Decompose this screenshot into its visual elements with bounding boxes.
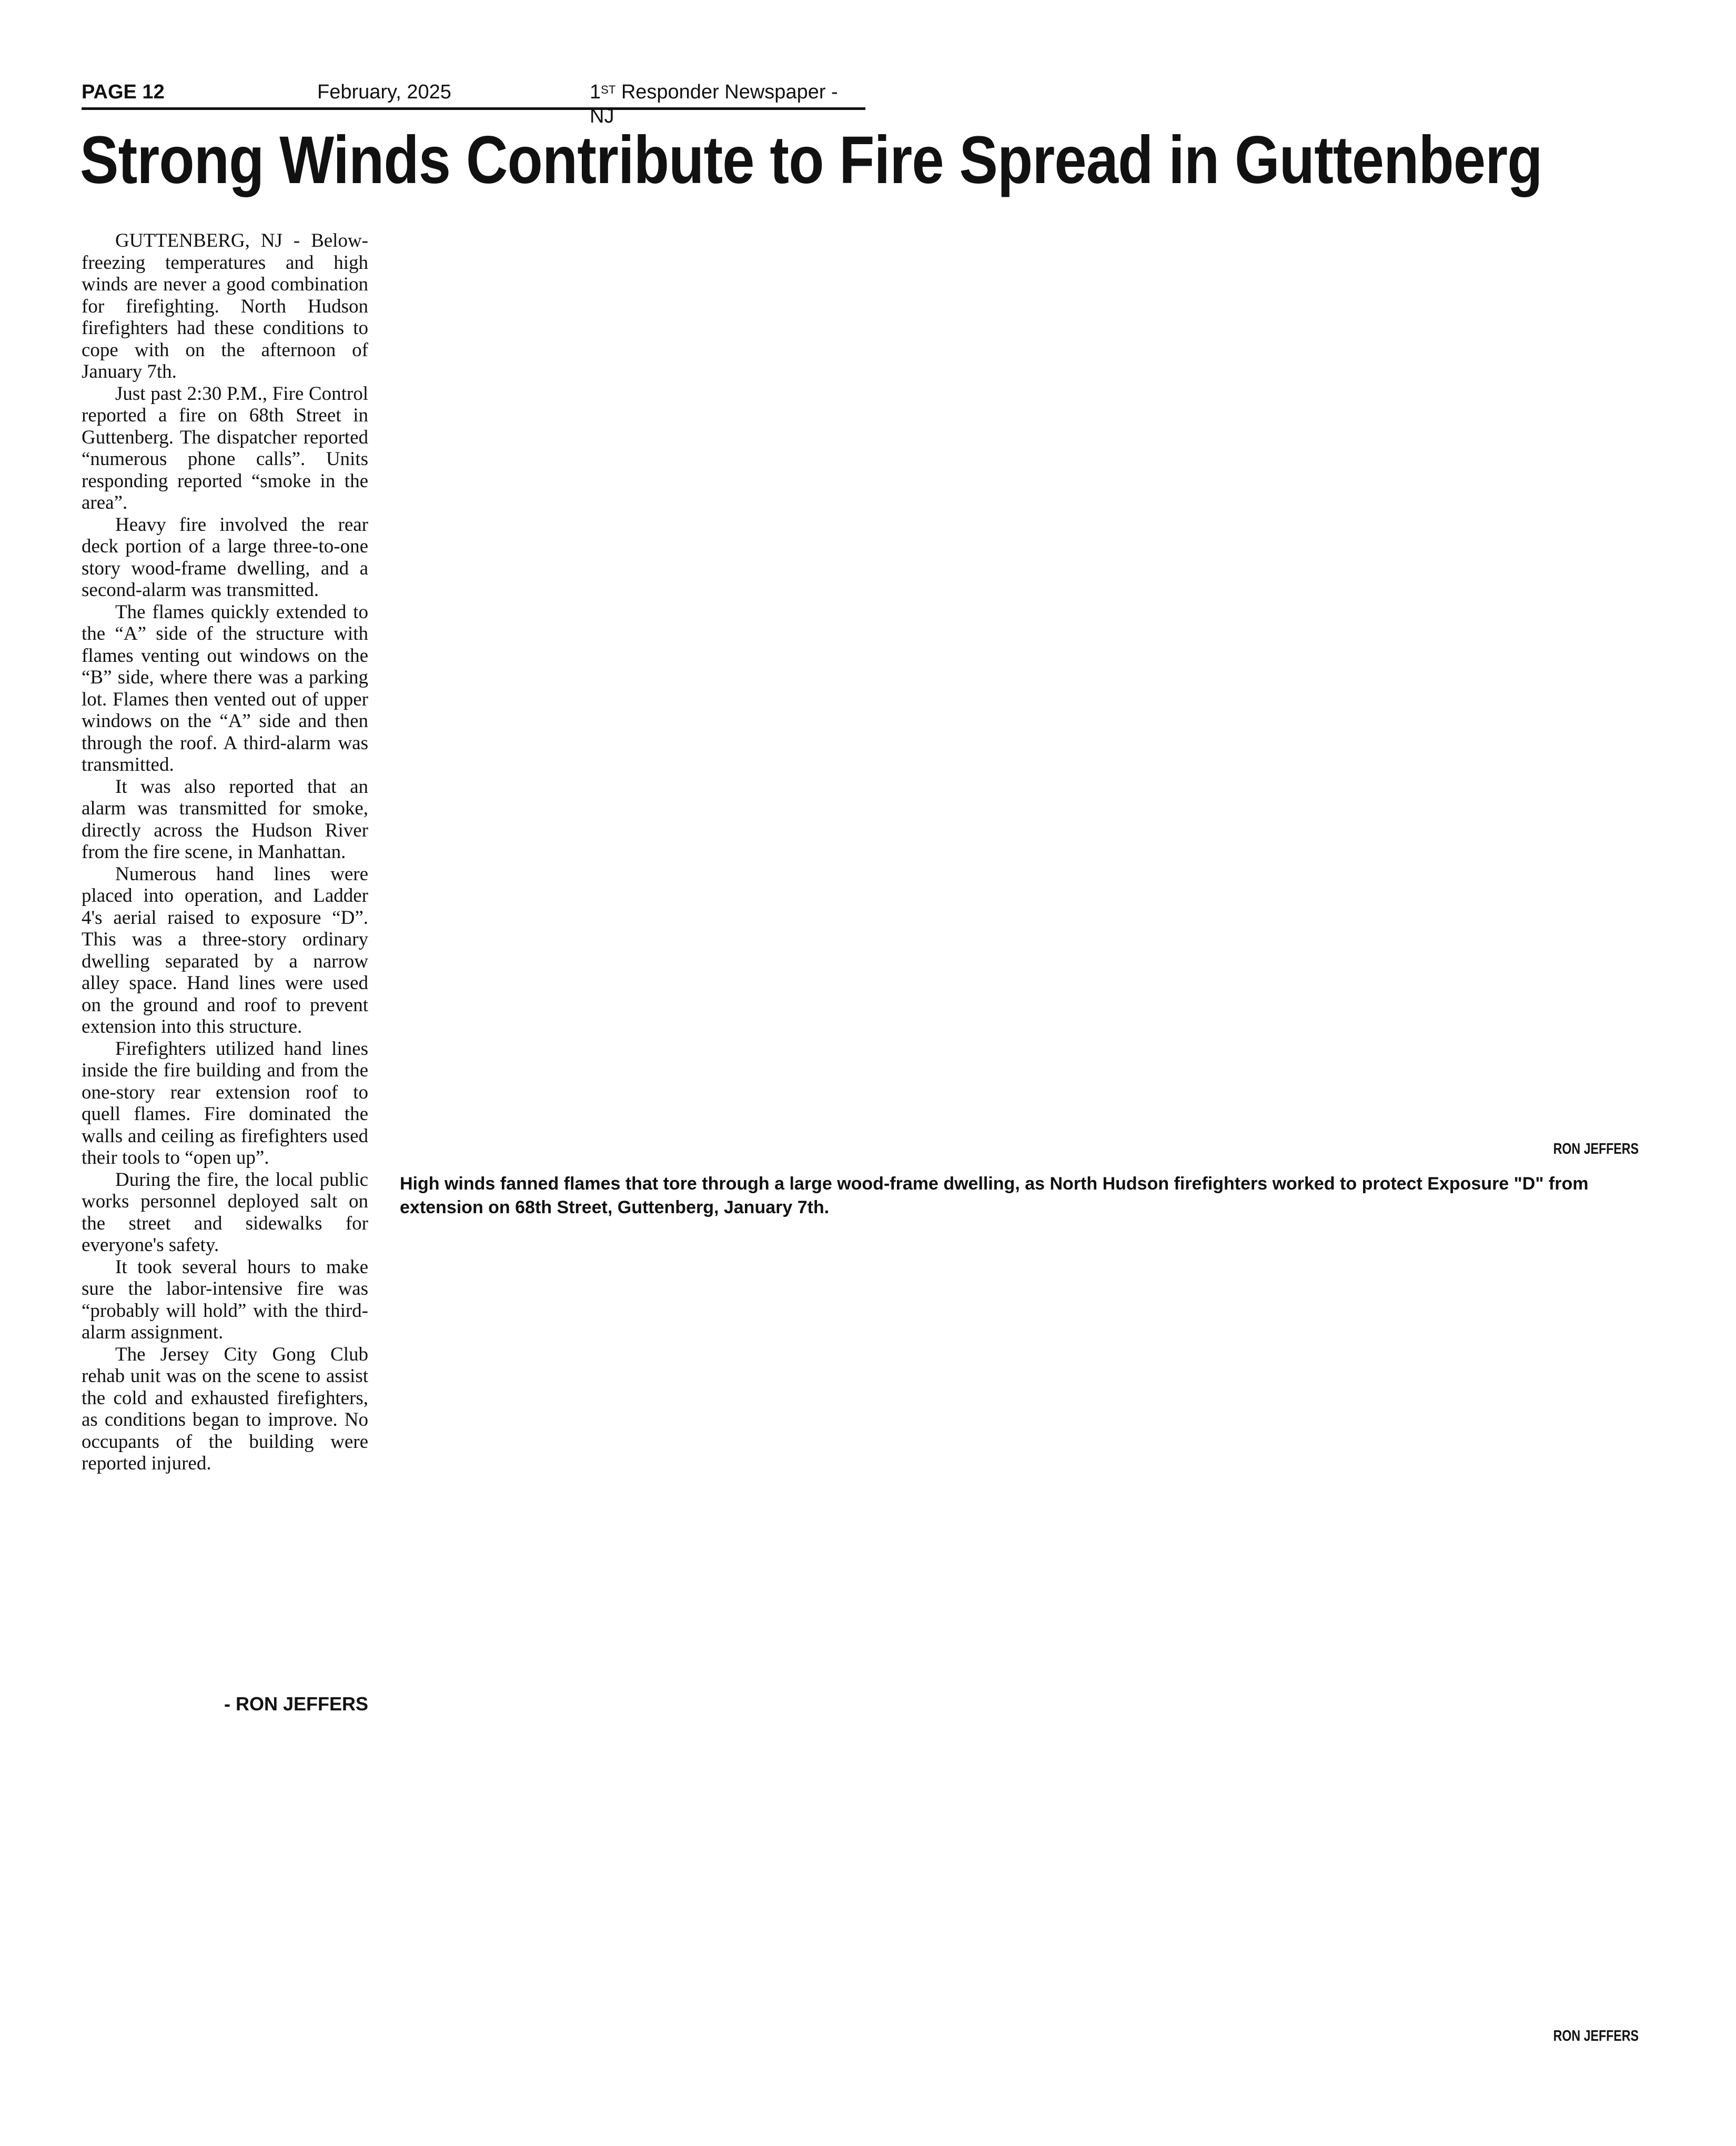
photo-credit-top: RON JEFFERS	[1553, 1141, 1639, 1157]
page-number: PAGE 12	[82, 81, 165, 103]
publication-ordinal: ST	[601, 83, 616, 96]
article-paragraph: Numerous hand lines were placed into operation, and Ladder 4's aerial raised to exposure “D”. This was a three-story ordinary dwelling separated by a narrow alley space. Hand lines were used on the ground and roof to prevent extension into this structure.	[82, 863, 368, 1037]
article-paragraph: It took several hours to make sure the labor-intensive fire was “probably will hold” with the third-alarm assignment.	[82, 1256, 368, 1343]
article-paragraph: Just past 2:30 P.M., Fire Control reported a fire on 68th Street in Guttenberg. The dispatcher reported “numerous phone calls”. Units responding reported “smoke in the area”.	[82, 382, 368, 513]
article-paragraph: The flames quickly extended to the “A” side of the structure with flames venting out windows on the “B” side, where there was a parking lot. Flames then vented out of upper windows on the “A” side and then through the roof. A third-alarm was transmitted.	[82, 601, 368, 775]
article-paragraph: Firefighters utilized hand lines inside the fire building and from the one-story rear extension roof to quell flames. Fire dominated the walls and ceiling as firefighters used their tools to “open up”.	[82, 1037, 368, 1168]
photo-credit-bottom: RON JEFFERS	[1553, 2028, 1639, 2044]
publication-title: Responder Newspaper - NJ	[590, 81, 838, 127]
article-paragraph: During the fire, the local public works personnel deployed salt on the street and sidewalks for everyone's safety.	[82, 1168, 368, 1256]
article-paragraph: GUTTENBERG, NJ - Below-freezing temperatures and high winds are never a good combination for firefighting. North Hudson firefighters had these conditions to cope with on the afternoon of January 7th.	[82, 230, 368, 382]
article-byline: - RON JEFFERS	[224, 1693, 368, 1715]
article-paragraph: The Jersey City Gong Club rehab unit was on the scene to assist the cold and exhausted firefighters, as conditions began to improve. No occupants of the building were reported injured.	[82, 1343, 368, 1474]
photo-caption: High winds fanned flames that tore through a large wood-frame dwelling, as North Hudson firefighters worked to protect Exposure "D" from extension on 68th Street, Guttenberg, January 7th.	[400, 1174, 1589, 1217]
publication-number: 1	[590, 81, 601, 103]
article-paragraph: It was also reported that an alarm was transmitted for smoke, directly across the Hudson River from the fire scene, in Manhattan.	[82, 775, 368, 863]
article-paragraph: Heavy fire involved the rear deck portion of a large three-to-one story wood-frame dwelling, and a second-alarm was transmitted.	[82, 513, 368, 601]
page-folio	[82, 80, 865, 127]
issue-date: February, 2025	[317, 81, 451, 103]
article-body	[82, 230, 368, 1475]
article-headline: Strong Winds Contribute to Fire Spread in Guttenberg	[80, 123, 1542, 198]
